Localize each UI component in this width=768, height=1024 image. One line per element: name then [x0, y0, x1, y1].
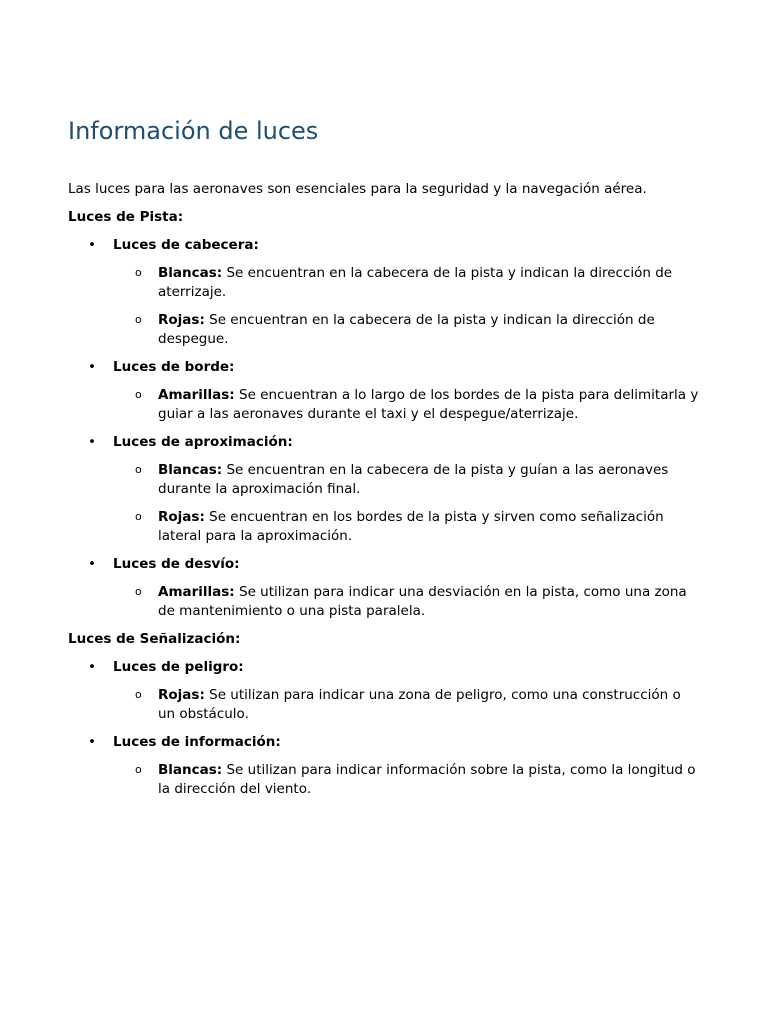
list-item — [68, 555, 700, 620]
circle-bullet-icon: o — [135, 763, 142, 776]
list-item-label: Luces de desvío: — [113, 556, 240, 572]
circle-bullet-icon: o — [135, 688, 142, 701]
sub-list-item — [113, 311, 700, 348]
sub-item-text: Se encuentran en la cabecera de la pista y indican la dirección de aterrizaje. — [158, 265, 673, 300]
bullet-icon: • — [88, 237, 96, 253]
circle-bullet-icon: o — [135, 463, 142, 476]
bullet-icon: • — [88, 734, 96, 750]
sub-list — [113, 583, 700, 620]
sub-list — [113, 264, 700, 348]
sub-item-text: Se encuentran en los bordes de la pista y sirven como señalización lateral para la aproximación. — [158, 509, 664, 544]
bullet-icon: • — [88, 434, 96, 450]
circle-bullet-icon: o — [135, 585, 142, 598]
list-item-label: Luces de peligro: — [113, 659, 244, 675]
sub-list-item — [113, 583, 700, 620]
sub-list — [113, 461, 700, 545]
list-item — [68, 236, 700, 348]
sub-list-item — [113, 508, 700, 545]
section-list — [68, 236, 700, 620]
section-heading: Luces de Señalización: — [68, 631, 241, 647]
sub-list-item — [113, 761, 700, 798]
section-list — [68, 658, 700, 798]
bullet-icon: • — [88, 556, 96, 572]
list-item — [68, 358, 700, 423]
circle-bullet-icon: o — [135, 266, 142, 279]
sub-item-text: Se encuentran en la cabecera de la pista y indican la dirección de despegue. — [158, 312, 655, 347]
list-item — [68, 658, 700, 723]
list-item-label: Luces de aproximación: — [113, 434, 293, 450]
sub-item-term: Rojas: — [158, 687, 205, 703]
sub-item-term: Rojas: — [158, 312, 205, 328]
list-item — [68, 433, 700, 545]
sub-list-item — [113, 386, 700, 423]
sub-item-term: Amarillas: — [158, 584, 235, 600]
sub-item-term: Blancas: — [158, 762, 223, 778]
list-item — [68, 733, 700, 798]
circle-bullet-icon: o — [135, 388, 142, 401]
sub-item-term: Blancas: — [158, 462, 223, 478]
sections-container — [68, 208, 700, 798]
bullet-icon: • — [88, 359, 96, 375]
sub-item-text: Se utilizan para indicar información sobre la pista, como la longitud o la dirección del viento. — [158, 762, 696, 797]
intro-paragraph: Las luces para las aeronaves son esenciales para la seguridad y la navegación aérea. — [68, 181, 647, 197]
sub-item-term: Amarillas: — [158, 387, 235, 403]
sub-list-item — [113, 461, 700, 498]
section-heading: Luces de Pista: — [68, 209, 184, 225]
sub-item-term: Blancas: — [158, 265, 223, 281]
list-item-label: Luces de borde: — [113, 359, 235, 375]
sub-item-text: Se utilizan para indicar una desviación en la pista, como una zona de mantenimiento o una pista paralela. — [158, 584, 687, 619]
sub-list — [113, 386, 700, 423]
sub-item-text: Se encuentran en la cabecera de la pista y guían a las aeronaves durante la aproximación final. — [158, 462, 669, 497]
sub-list — [113, 761, 700, 798]
circle-bullet-icon: o — [135, 313, 142, 326]
sub-list — [113, 686, 700, 723]
sub-item-text: Se encuentran a lo largo de los bordes de la pista para delimitarla y guiar a las aeronaves durante el taxi y el despegue/aterrizaje. — [158, 387, 699, 422]
sub-item-text: Se utilizan para indicar una zona de peligro, como una construcción o un obstáculo. — [158, 687, 681, 722]
sub-item-term: Rojas: — [158, 509, 205, 525]
sub-list-item — [113, 264, 700, 301]
sub-list-item — [113, 686, 700, 723]
circle-bullet-icon: o — [135, 510, 142, 523]
list-item-label: Luces de información: — [113, 734, 281, 750]
list-item-label: Luces de cabecera: — [113, 237, 259, 253]
page-title: Información de luces — [68, 117, 319, 145]
bullet-icon: • — [88, 659, 96, 675]
